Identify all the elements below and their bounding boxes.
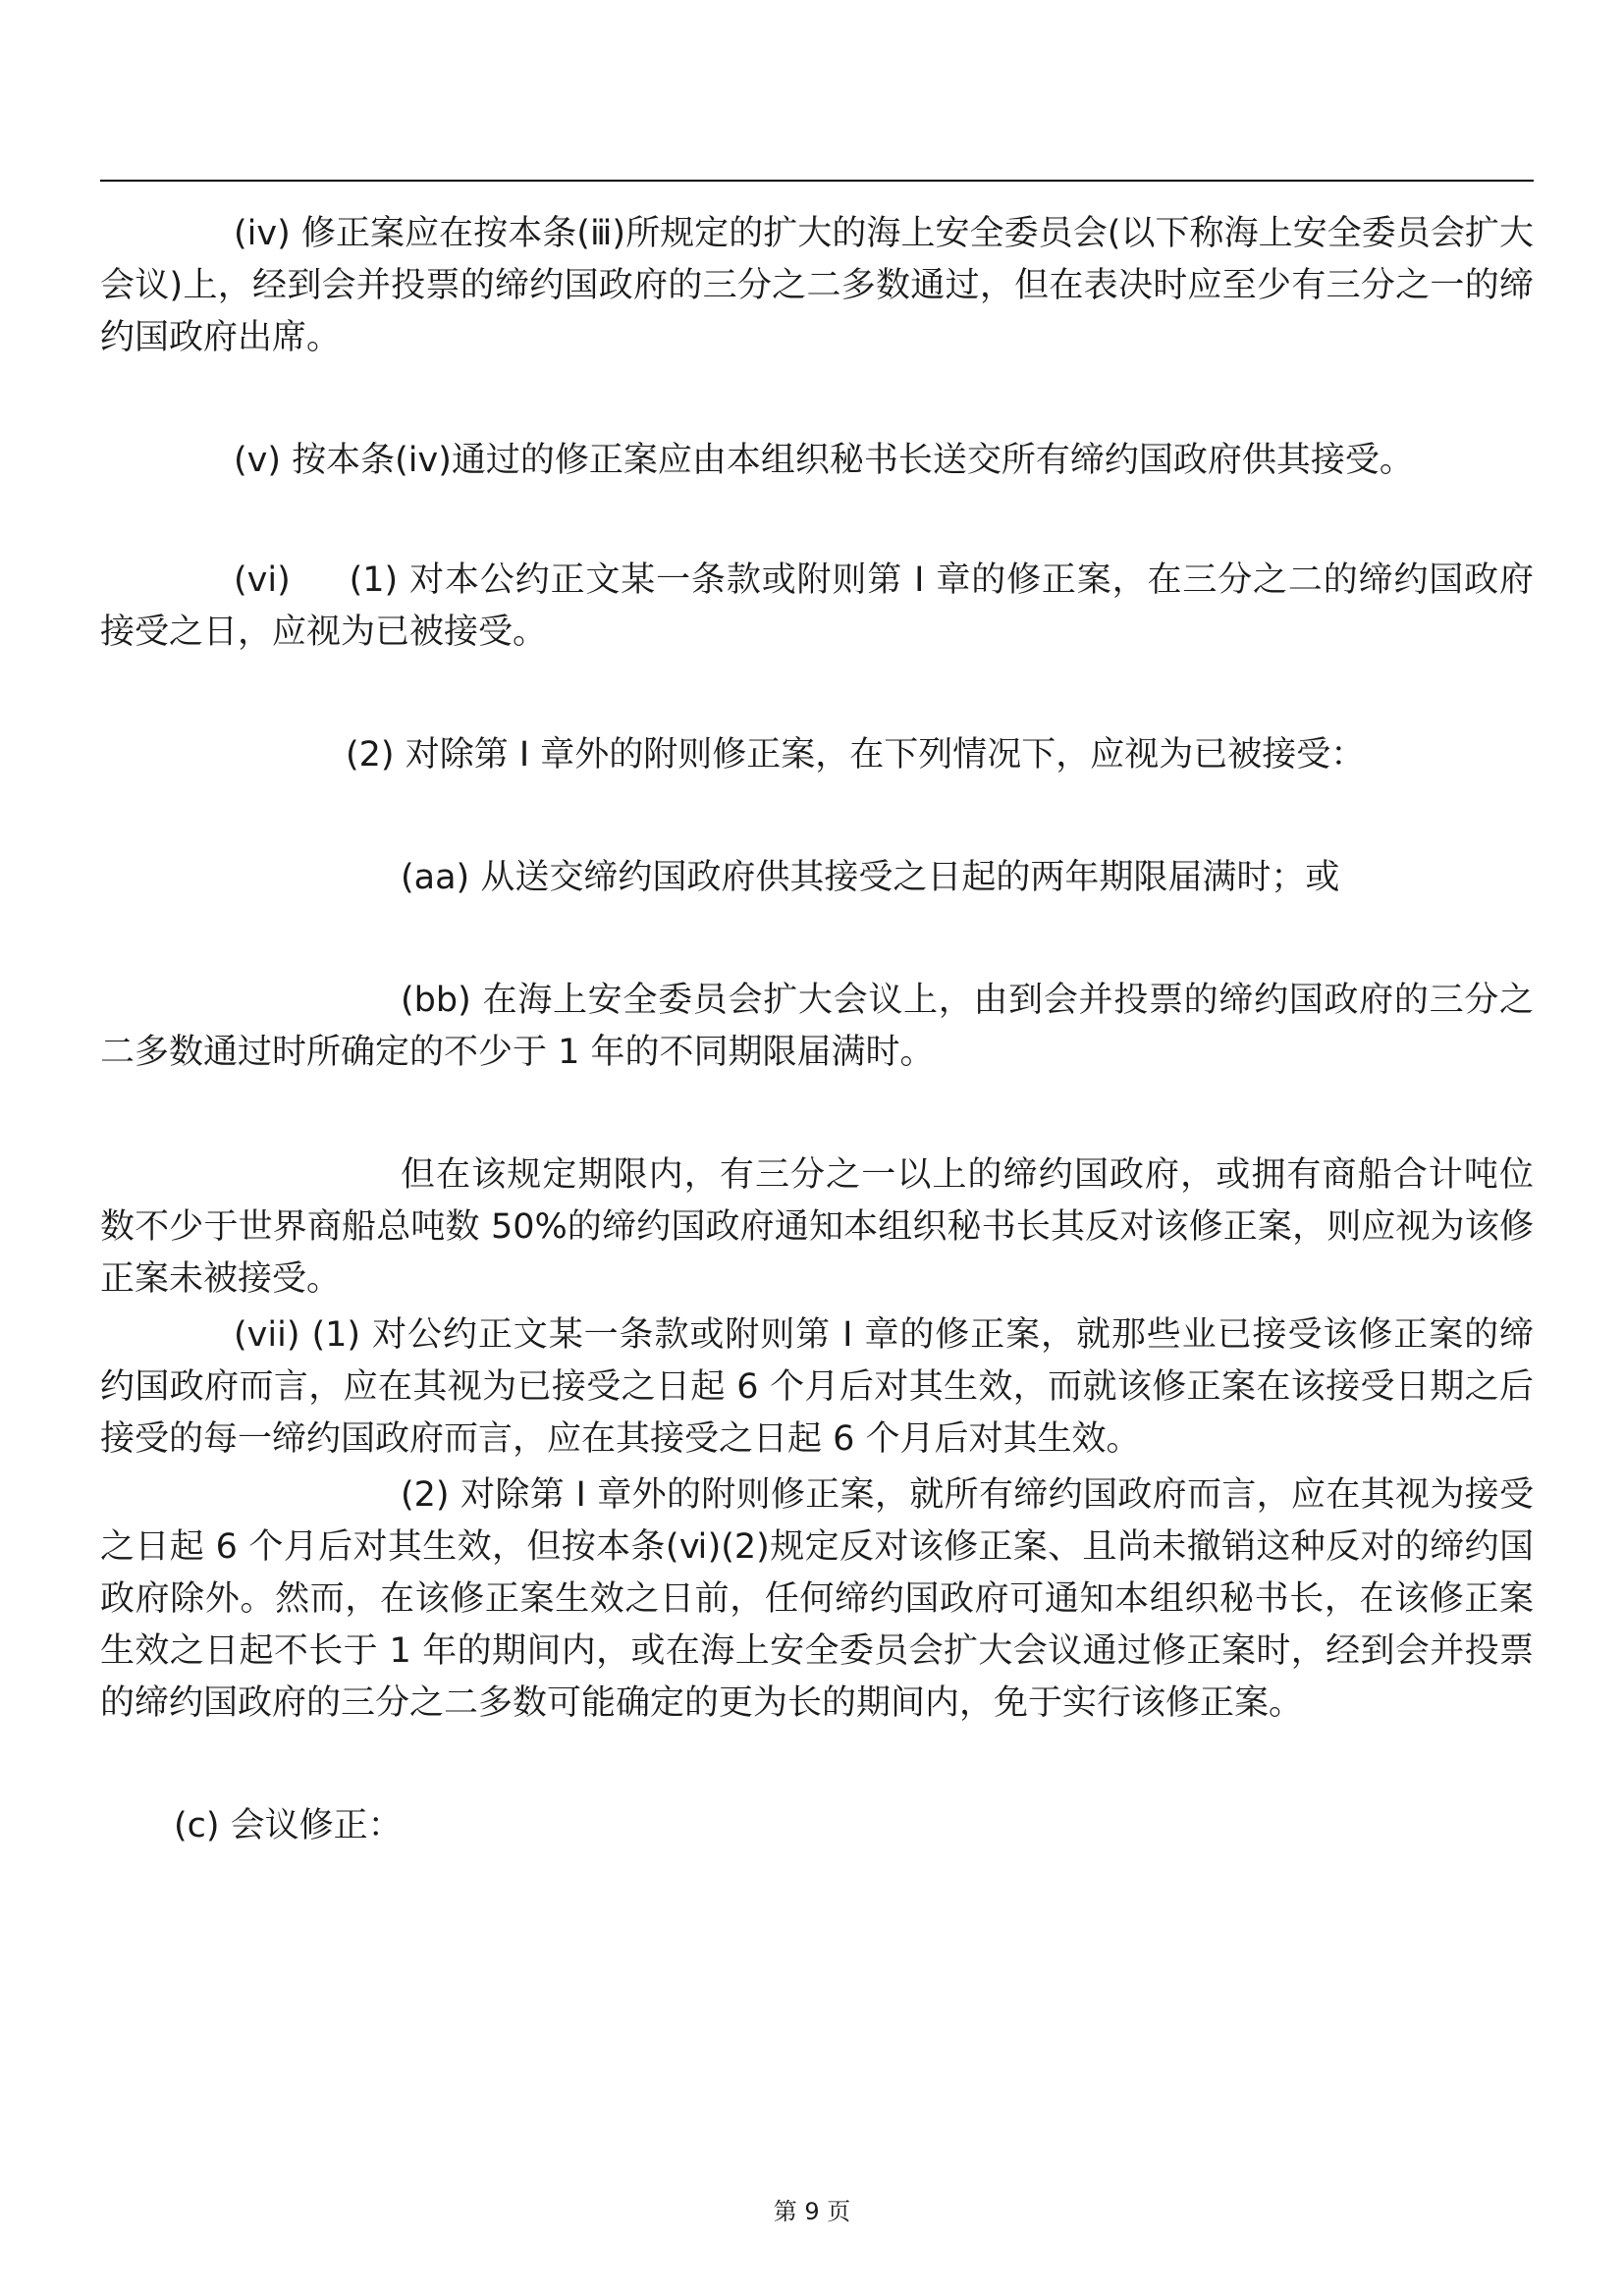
document-body xyxy=(100,208,1534,1852)
paragraph-vi-2-but: 但在该规定期限内，有三分之一以上的缔约国政府，或拥有商船合计吨位数不少于世界商船总吨数 50%的缔约国政府通知本组织秘书长其反对该修正案，则应视为该修正案未被接受。 xyxy=(100,1155,1534,1299)
paragraph-c: (c) 会议修正： xyxy=(174,1806,403,1845)
paragraph-vi-2-bb: (bb) 在海上安全委员会扩大会议上，由到会并投票的缔约国政府的三分之二多数通过时所确定的不少于 1 年的不同期限届满时。 xyxy=(100,981,1534,1072)
page-number: 第 9 页 xyxy=(773,2198,851,2225)
paragraph-iv: (iv) 修正案应在按本条(ⅲ)所规定的扩大的海上安全委员会(以下称海上安全委员会扩大会议)上，经到会并投票的缔约国政府的三分之二多数通过，但在表决时应至少有三分之一的缔约国政府出席。 xyxy=(100,214,1534,357)
paragraph-v: (v) 按本条(iv)通过的修正案应由本组织秘书长送交所有缔约国政府供其接受。 xyxy=(234,441,1414,480)
paragraph-vi-2-aa: (aa) 从送交缔约国政府供其接受之日起的两年期限届满时；或 xyxy=(401,858,1340,897)
paragraph-vi-2: (2) 对除第 I 章外的附则修正案，在下列情况下，应视为已被接受： xyxy=(346,735,1366,774)
paragraph-vi-1: (vi) (1) 对本公约正文某一条款或附则第 I 章的修正案，在三分之二的缔约国政府接受之日，应视为已被接受。 xyxy=(100,561,1534,652)
header-rule xyxy=(100,180,1534,182)
paragraph-vii-2: (2) 对除第 I 章外的附则修正案，就所有缔约国政府而言，应在其视为接受之日起 6 个月后对其生效，但按本条(ⅵ)(2)规定反对该修正案、且尚未撤销这种反对的缔约国政府除外。然而，在该修正案生效之日前，任何缔约国政府可通知本组织秘书长，在该修正案生效之日起不长于 1 年的期间内，或在海上安全委员会扩大会议通过修正案时，经到会并投票的缔约国政府的三分之二多数可能确定的更为长的期间内，免于实行该修正案。 xyxy=(100,1475,1534,1723)
paragraph-vii-1: (vii) (1) 对公约正文某一条款或附则第 I 章的修正案，就那些业已接受该修正案的缔约国政府而言，应在其视为已接受之日起 6 个月后对其生效，而就该修正案在该接受日期之后接受的每一缔约国政府而言，应在其接受之日起 6 个月后对其生效。 xyxy=(100,1315,1534,1459)
